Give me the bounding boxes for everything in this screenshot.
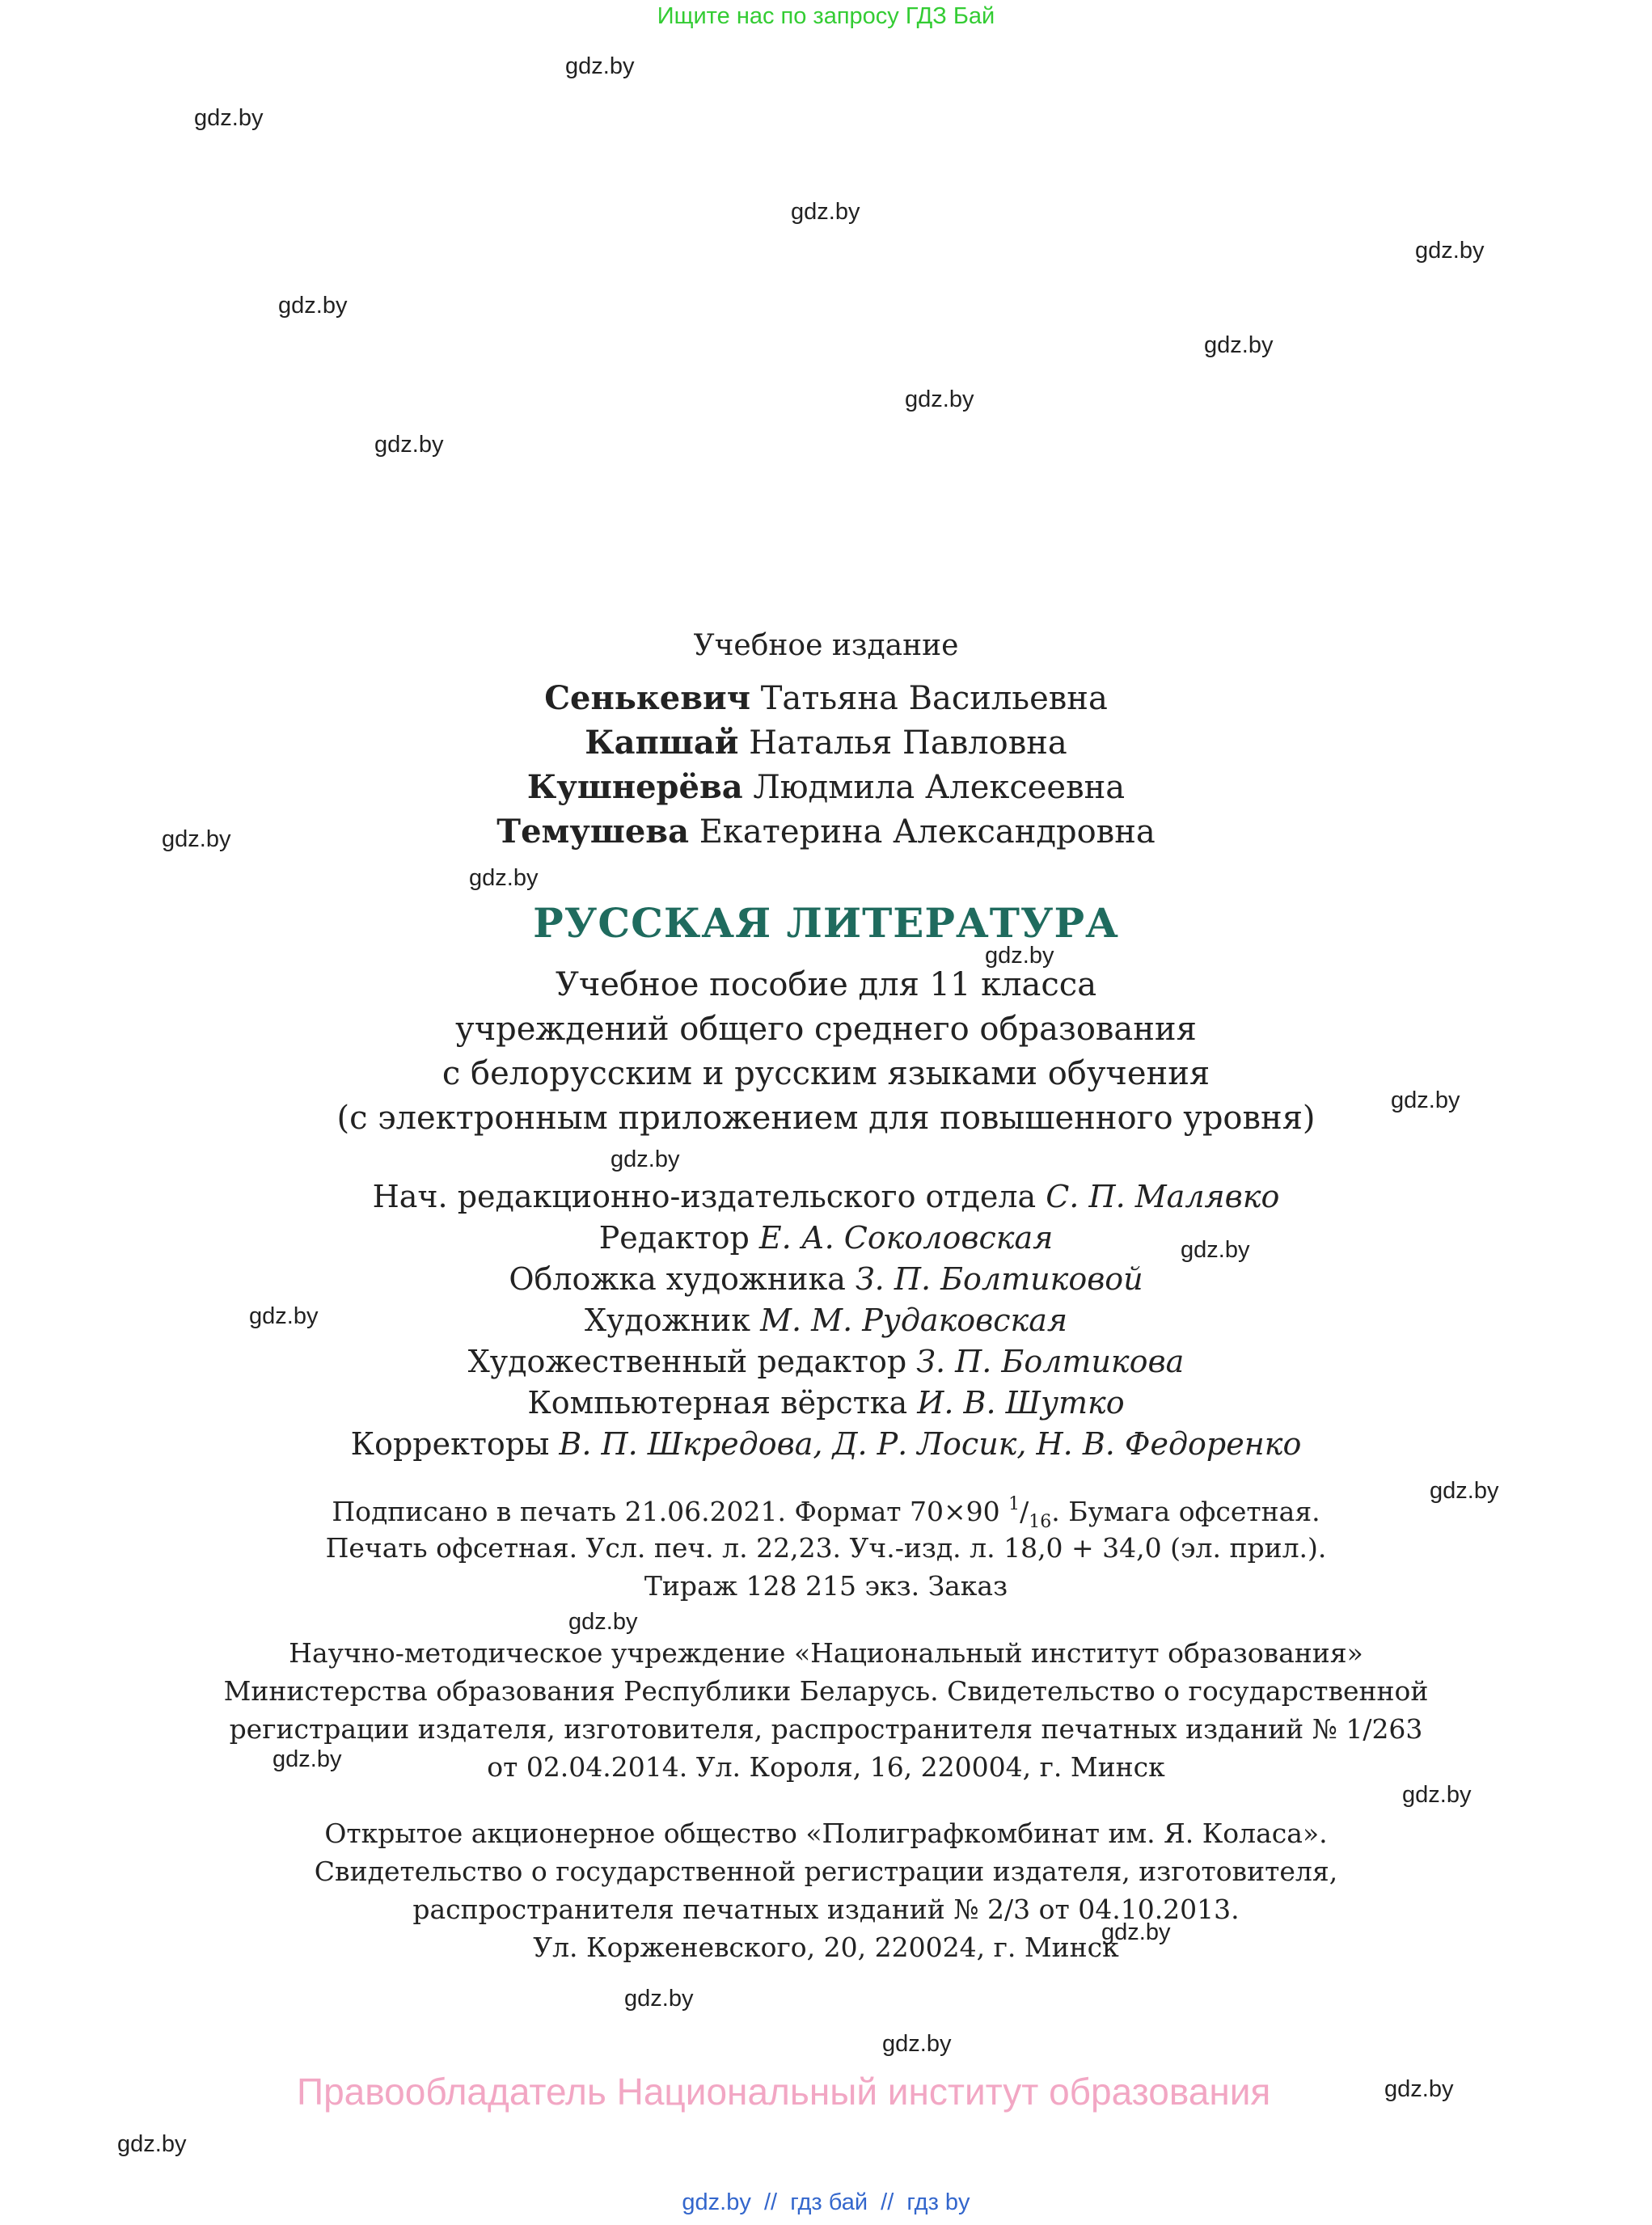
format-numerator: 1 xyxy=(1008,1494,1020,1514)
author-surname: Кушнерёва xyxy=(526,768,743,806)
staff-role: Обложка художника xyxy=(509,1261,846,1297)
watermark: gdz.by xyxy=(469,865,539,891)
author-surname: Темушева xyxy=(496,813,690,851)
watermark: gdz.by xyxy=(1415,238,1485,264)
publisher-line: Научно-методическое учреждение «Национальный институт образования» xyxy=(289,1637,1363,1669)
staff-name: С. П. Малявко xyxy=(1046,1179,1280,1214)
staff-name: М. М. Рудаковская xyxy=(760,1302,1068,1338)
print-info-line: Печать офсетная. Усл. печ. л. 22,23. Уч.-изд. л. 18,0 + 34,0 (эл. прил.). xyxy=(325,1532,1327,1564)
staff-credit xyxy=(0,1385,1652,1421)
footer-links[interactable]: gdz.by // гдз бай // гдз by xyxy=(682,2189,970,2215)
printer-line: Открытое акционерное общество «Полиграфкомбинат им. Я. Коласа». xyxy=(324,1818,1328,1849)
watermark: gdz.by xyxy=(162,826,231,852)
staff-name: З. П. Болтиковой xyxy=(855,1261,1143,1297)
watermark: gdz.by xyxy=(1402,1782,1472,1808)
publisher-line: Министерства образования Республики Беларусь. Свидетельство о государственной xyxy=(223,1675,1429,1707)
watermark: gdz.by xyxy=(1391,1087,1460,1113)
subtitle-line: (с электронным приложением для повышенного уровня) xyxy=(336,1100,1316,1137)
author-given-name: Татьяна Васильевна xyxy=(760,680,1108,717)
author xyxy=(0,813,1652,851)
author-given-name: Екатерина Александровна xyxy=(699,813,1156,851)
staff-role: Нач. редакционно-издательского отдела xyxy=(372,1179,1037,1214)
staff-name: И. В. Шутко xyxy=(917,1385,1125,1421)
author-given-name: Наталья Павловна xyxy=(749,724,1067,762)
book-title: РУССКАЯ ЛИТЕРАТУРА xyxy=(533,899,1119,947)
author xyxy=(0,768,1652,806)
publisher-line: регистрации издателя, изготовителя, распространителя печатных изданий № 1/263 xyxy=(229,1713,1423,1745)
staff-credit xyxy=(0,1179,1652,1214)
watermark: gdz.by xyxy=(1101,1919,1171,1945)
watermark: gdz.by xyxy=(882,2031,952,2057)
watermark: gdz.by xyxy=(985,943,1054,969)
staff-credit xyxy=(0,1261,1652,1297)
watermark: gdz.by xyxy=(1204,332,1274,358)
staff-credit xyxy=(0,1426,1652,1462)
print-run-line: Тираж 128 215 экз. Заказ xyxy=(644,1570,1008,1602)
watermark: gdz.by xyxy=(568,1609,638,1635)
printer-line: Свидетельство о государственной регистрации издателя, изготовителя, xyxy=(314,1856,1338,1887)
staff-role: Компьютерная вёрстка xyxy=(527,1385,908,1421)
staff-credit xyxy=(0,1302,1652,1338)
watermark: gdz.by xyxy=(624,1986,694,2012)
author xyxy=(0,679,1652,717)
watermark: gdz.by xyxy=(117,2131,187,2157)
watermark: gdz.by xyxy=(278,293,348,319)
printer-line: Ул. Корженевского, 20, 220024, г. Минск xyxy=(533,1932,1119,1963)
author-surname: Капшай xyxy=(585,724,739,762)
print-info-line xyxy=(0,1494,1652,1532)
watermark: gdz.by xyxy=(194,105,264,131)
staff-role: Корректоры xyxy=(350,1426,550,1462)
staff-role: Редактор xyxy=(598,1220,750,1256)
author-given-name: Людмила Алексеевна xyxy=(753,769,1126,806)
print-paper-text: . Бумага офсетная. xyxy=(1051,1496,1320,1527)
format-denominator: 16 xyxy=(1029,1512,1052,1532)
staff-credit xyxy=(0,1344,1652,1379)
watermark: gdz.by xyxy=(249,1303,319,1329)
author-surname: Сенькевич xyxy=(544,679,750,717)
publisher-line: от 02.04.2014. Ул. Короля, 16, 220004, г. Минск xyxy=(487,1751,1165,1783)
subtitle-line: с белорусским и русским языками обучения xyxy=(442,1055,1210,1092)
rights-holder: Правообладатель Национальный институт образования xyxy=(297,2071,1271,2113)
staff-role: Художник xyxy=(584,1302,750,1338)
staff-role: Художественный редактор xyxy=(467,1344,907,1379)
watermark: gdz.by xyxy=(1430,1478,1499,1504)
watermark: gdz.by xyxy=(1181,1237,1250,1263)
staff-name: В. П. Шкредова, Д. Р. Лосик, Н. В. Федоренко xyxy=(559,1426,1302,1462)
format-separator: / xyxy=(1020,1496,1029,1527)
watermark: gdz.by xyxy=(791,199,860,225)
print-format-text: Подписано в печать 21.06.2021. Формат 70×90 xyxy=(332,1496,1009,1527)
watermark: gdz.by xyxy=(1384,2076,1454,2102)
watermark: gdz.by xyxy=(611,1146,680,1172)
subtitle-line: Учебное пособие для 11 класса xyxy=(555,966,1097,1003)
staff-name: Е. А. Соколовская xyxy=(758,1220,1054,1256)
staff-name: З. П. Болтикова xyxy=(916,1344,1185,1379)
watermark: gdz.by xyxy=(273,1746,342,1772)
author xyxy=(0,724,1652,762)
staff-credit xyxy=(0,1220,1652,1256)
watermark: gdz.by xyxy=(374,432,444,458)
top-banner[interactable]: Ищите нас по запросу ГДЗ Бай xyxy=(657,3,995,29)
printer-line: распространителя печатных изданий № 2/3 от 04.10.2013. xyxy=(412,1894,1240,1925)
watermark: gdz.by xyxy=(905,386,974,412)
edition-type: Учебное издание xyxy=(693,629,959,662)
watermark: gdz.by xyxy=(565,53,635,79)
subtitle-line: учреждений общего среднего образования xyxy=(455,1011,1197,1048)
